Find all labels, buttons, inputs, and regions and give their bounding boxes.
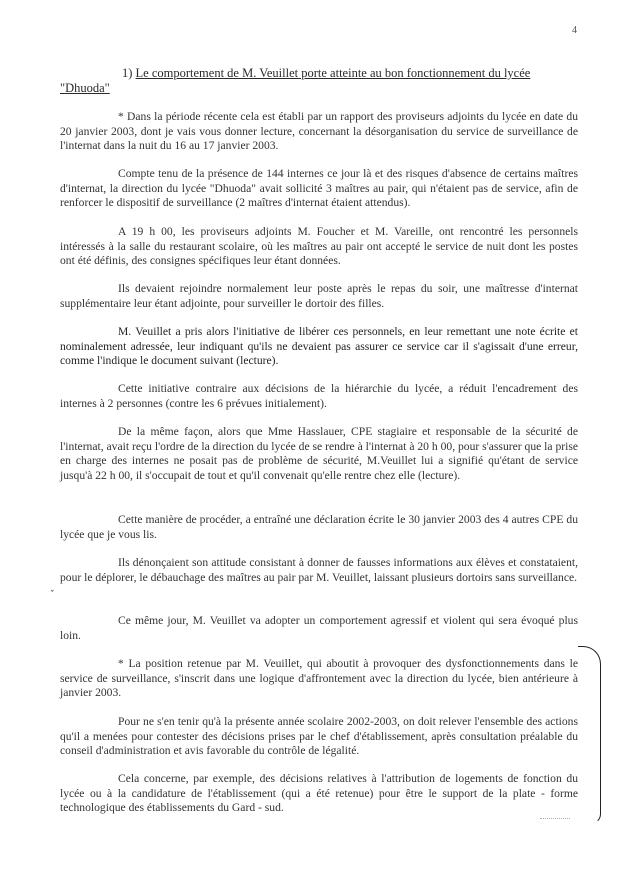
paragraph-3: A 19 h 00, les proviseurs adjoints M. Foucher et M. Vareille, ont rencontré les personnels intéressés à la salle du restaurant scolaire, où les maîtres au pair ont accepté le service de nuit dont les postes ont été définis, des consignes spécifiques leur étant données.: [60, 225, 578, 268]
handwritten-margin-bracket: [578, 646, 601, 824]
paragraph-8: Cette manière de procéder, a entraîné une déclaration écrite le 30 janvier 2003 des 4 autres CPE du lycée que je vous lis.: [60, 513, 578, 541]
paragraph-13: Cela concerne, par exemple, des décisions relatives à l'attribution de logements de fonction du lycée ou à la candidature de l'établissement (qui a été retenue) pour être le support de la plate - forme technologique des établissements du Gard - sud.: [60, 772, 578, 815]
paragraph-4: Ils devaient rejoindre normalement leur poste après le repas du soir, une maîtresse d'internat supplémentaire leur étant adjointe, pour surveiller le dortoir des filles.: [60, 282, 578, 310]
section-heading: [60, 66, 580, 96]
paragraph-11: * La position retenue par M. Veuillet, qui aboutit à provoquer des dysfonctionnements dans le service de surveillance, s'inscrit dans une logique d'affrontement avec la direction du lycée, bien antérieure à janvier 2003.: [60, 657, 578, 700]
paragraph-5: M. Veuillet a pris alors l'initiative de libérer ces personnels, en leur remettant une note écrite et nominalement adressée, leur indiquant qu'ils ne devaient pas assurer ce service car il s'agissait d'une erreur, comme l'indique le document suivant (lecture).: [60, 325, 578, 368]
section-title-line1: Le comportement de M. Veuillet porte atteinte au bon fonctionnement du lycée: [135, 66, 531, 80]
paragraph-10: Ce même jour, M. Veuillet va adopter un comportement agressif et violent qui sera évoqué plus loin.: [60, 614, 578, 642]
paragraph-6: Cette initiative contraire aux décisions de la hiérarchie du lycée, a réduit l'encadrement des internes à 2 personnes (contre les 6 prévues initialement).: [60, 382, 578, 410]
section-title-line2: "Dhuoda": [60, 81, 110, 95]
paragraph-12: Pour ne s'en tenir qu'à la présente année scolaire 2002-2003, on doit relever l'ensemble des actions qu'il a menées pour contester des décisions prises par le chef d'établissement, après consultation préalable du conseil d'administration et avis favorable du contrôle de légalité.: [60, 715, 578, 758]
handwritten-tick-mark: ˯: [50, 578, 55, 593]
section-number: 1): [122, 66, 133, 80]
paragraph-1: * Dans la période récente cela est établi par un rapport des proviseurs adjoints du lycée en date du 20 janvier 2003, dont je vais vous donner lecture, concernant la désorganisation du service de surveillance de l'internat dans la nuit du 16 au 17 janvier 2003.: [60, 110, 578, 153]
paragraph-2: Compte tenu de la présence de 144 internes ce jour là et des risques d'absence de certains maîtres d'internat, la direction du lycée "Dhuoda" avait sollicité 3 maîtres au pair, qui n'étaient pas de service, afin de renforcer le dispositif de surveillance (2 maîtres d'internat étaient attendus).: [60, 167, 578, 210]
scan-smudge: [540, 818, 570, 819]
paragraph-7: De la même façon, alors que Mme Hasslauer, CPE stagiaire et responsable de la sécurité de l'internat, avait reçu l'ordre de la direction du lycée de se rendre à l'internat à 20 h 00, pour s'assurer que la prise en charge des internes ne posait pas de problème de sécurité, M.Veuillet lui a signifié qu'étant de service jusqu'à 22 h 00, il s'occupait de tout et qu'il convenait qu'elle rentre chez elle (lecture).: [60, 425, 578, 482]
paragraph-9: Ils dénonçaient son attitude consistant à donner de fausses informations aux élèves et constataient, pour le déplorer, le débauchage des maîtres au pair par M. Veuillet, laissant plusieurs dortoirs sans surveillance.: [60, 556, 578, 584]
page-number: 4: [572, 25, 577, 36]
